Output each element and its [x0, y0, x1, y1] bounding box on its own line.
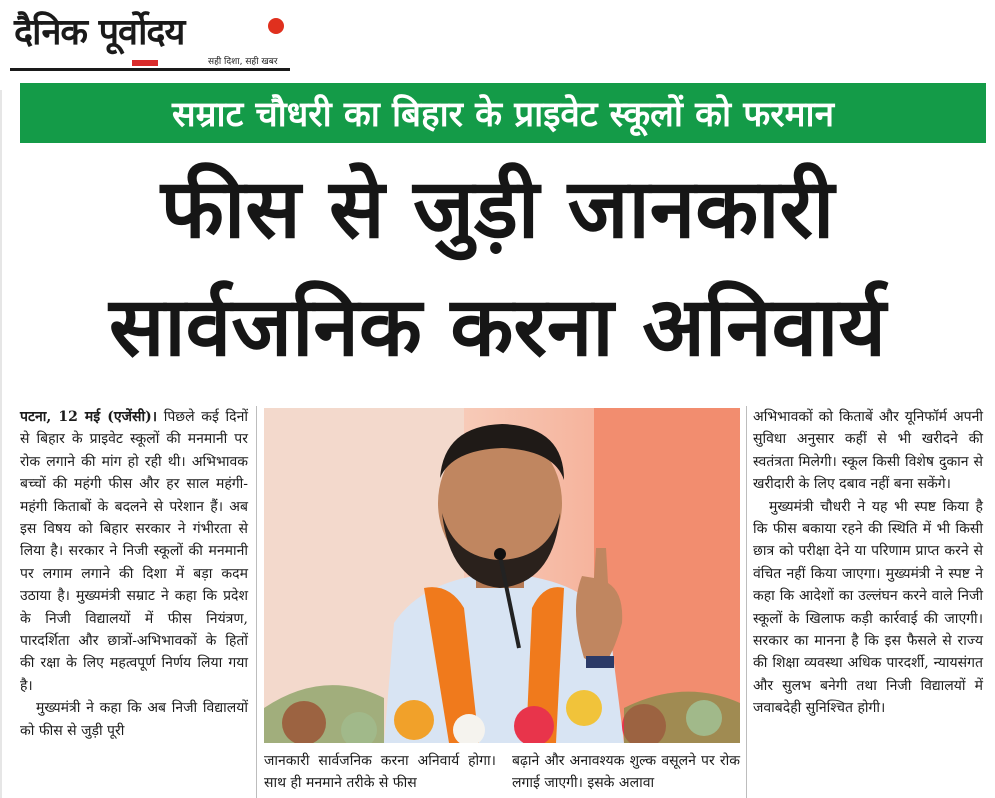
masthead-rule [10, 68, 290, 71]
article-column-1 [20, 406, 248, 742]
masthead [10, 6, 290, 76]
masthead-tagline: सही दिशा, सही खबर [208, 57, 278, 67]
news-photo [264, 408, 740, 743]
headline-line-1: फीस से जुड़ी जानकारी [160, 162, 835, 257]
subheadline: सम्राट चौधरी का बिहार के प्राइवेट स्कूलों को फरमान [171, 94, 835, 135]
article-paragraph: अभिभावकों को किताबें और यूनिफॉर्म अपनी सुविधा अनुसार कहीं से भी खरीदने की स्वतंत्रता मिलेगी। स्कूल किसी विशेष दुकान से खरीदारी के लिए दबाव नहीं बना सकेंगे। [753, 409, 983, 493]
logo-red-dot [268, 18, 284, 34]
headline-line-2: सार्वजनिक करना अनिवार्य [109, 280, 886, 375]
article-paragraph: मुख्यमंत्री ने कहा कि अब निजी विद्यालयों को फीस से जुड़ी पूरी [20, 700, 248, 739]
under-photo-text-right: बढ़ाने और अनावश्यक शुल्क वसूलने पर रोक लगाई जाएगी। इसके अलावा [512, 753, 740, 792]
under-photo-text-left: जानकारी सार्वजनिक करना अनिवार्य होगा। साथ ही मनमाने तरीके से फीस [264, 753, 496, 792]
subheadline-banner [20, 83, 986, 143]
column-divider [256, 406, 257, 798]
article-column-3 [753, 406, 983, 720]
speaker-photo-illustration [264, 408, 740, 743]
paragraph-text: पिछले कई दिनों से बिहार के प्राइवेट स्कूलों की मनमानी पर रोक लगाने की मांग हो रही थी। अभिभावक बच्चों की महंगी फीस और हर साल महंगी-महंगी किताबों के बदलने से परेशान हैं। अब इस विषय को बिहार सरकार ने गंभीरता से लिया है। सरकार ने निजी स्कूलों की मनमानी पर लगाम लगाने की दिशा में बड़ा कदम उठाया है। मुख्यमंत्री सम्राट ने कहा कि प्रदेश के निजी विद्यालयों में फीस नियंत्रण, पारदर्शिता और छात्रों-अभिभावकों के हितों की रक्षा के लिए महत्वपूर्ण निर्णय लिया गया है। [20, 409, 248, 694]
article-paragraph [20, 406, 248, 697]
masthead-logo: दैनिक पूर्वोदय [14, 12, 185, 53]
logo-red-mark [132, 60, 158, 66]
column-divider [746, 406, 747, 798]
article-paragraph: मुख्यमंत्री चौधरी ने यह भी स्पष्ट किया है कि फीस बकाया रहने की स्थिति में भी किसी छात्र को परीक्षा देने या परिणाम प्राप्त करने से वंचित नहीं किया जाएगा। मुख्यमंत्री ने स्पष्ट ने कहा कि आदेशों का उल्लंघन करने वाले निजी स्कूलों के खिलाफ कड़ी कार्रवाई की जाएगी। सरकार का मानना है कि इस फैसले से राज्य की शिक्षा व्यवस्था अधिक पारदर्शी, न्यायसंगत और सुलभ बनेगी तथा निजी विद्यालयों में जवाबदेही सुनिश्चित होगी। [753, 498, 983, 717]
dateline: पटना, 12 मई (एजेंसी)। [20, 409, 158, 425]
